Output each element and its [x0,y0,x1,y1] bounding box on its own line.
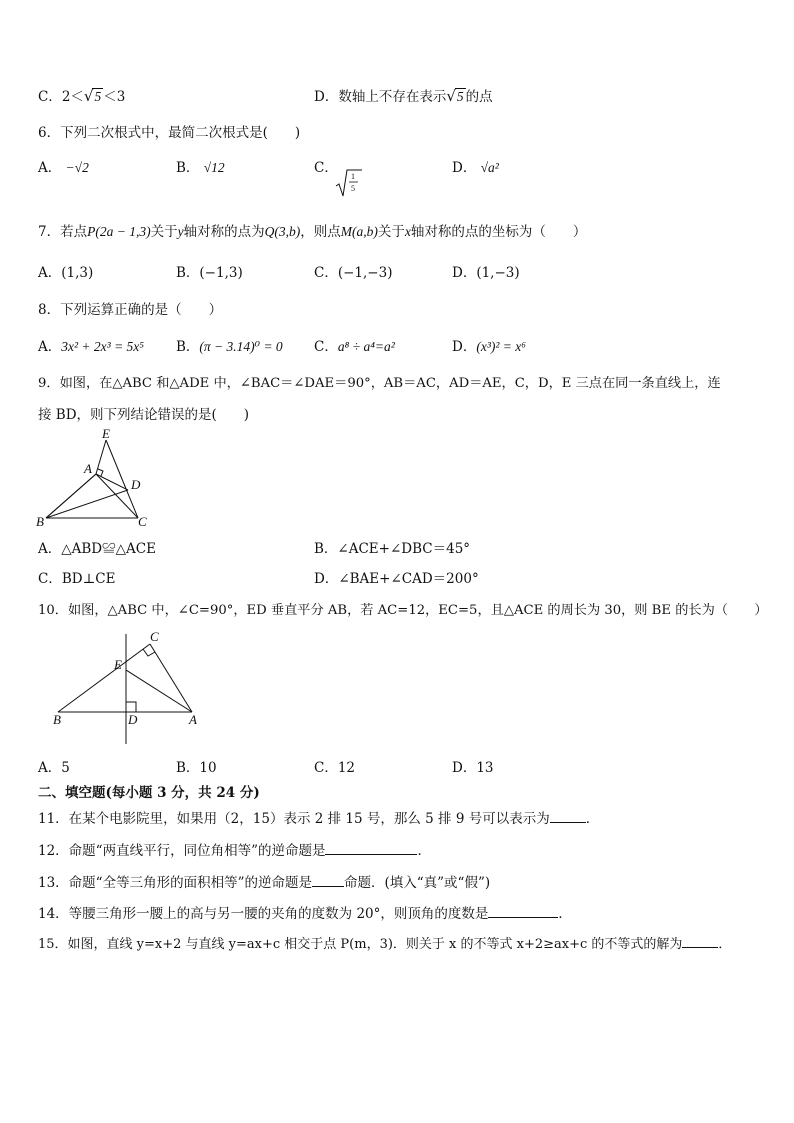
q14 [38,904,572,924]
q6-option-d [452,158,499,178]
q10-option-d: D．13 [452,760,494,776]
q13 [38,873,490,893]
q13-text: 13．命题“全等三角形的面积相等”的逆命题是 [38,875,312,891]
q9-figure [34,428,154,532]
q9-seg-bd [46,490,128,518]
q7-option-d: D．(1,−3) [452,265,520,281]
q8-option-d [452,337,526,357]
q8-option-d-label: D． [452,339,477,355]
q12-text: 12．命题“两直线平行，同位角相等”的逆命题是 [38,843,326,859]
q5-option-c [38,86,125,107]
q9-stem-line2: 接 BD，则下列结论错误的是( ) [38,407,250,423]
q10-option-b: B．10 [176,760,217,776]
q5-option-d-tail: 的点 [465,89,493,105]
q8-option-d-expr: (x³)² = x⁶ [476,339,526,354]
q6-option-d-expr: √a² [480,160,499,175]
q7-text-1: 7．若点 [38,224,88,240]
q15-answer-blank[interactable] [682,935,718,948]
q6-option-a-expr: −√2 [65,160,89,175]
q6-option-a-label: A． [38,160,62,176]
q15-text: 15．如图，直线 y=x+2 与直线 y=ax+c 相交于点 P(m，3)．则关于 x 的不等式 x+2≥ax+c 的不等式的解为 [38,937,683,952]
q6-c-num: 1 [351,172,355,181]
q7-text-3: 轴对称的点为 [183,224,265,240]
q8-option-a-expr: 3x² + 2x³ = 5x⁵ [61,339,144,354]
section-heading-fill-in: 二、填空题(每小题 3 分，共 24 分) [38,785,260,801]
q6-option-c-fraction [334,168,364,198]
q9-option-b: B．∠ACE+∠DBC＝45° [314,541,471,557]
q9-stem-line1: 9．如图，在△ABC 和△ADE 中，∠BAC＝∠DAE＝90°，AB＝AC，AD＝AE，C，D，E 三点在同一条直线上，连 [38,376,721,391]
q10-figure [50,632,210,748]
q7-option-a: A．(1,3) [38,265,94,281]
q7-point-m: M(a,b) [340,224,378,239]
q11-tail: ． [585,811,600,827]
q10-option-c: C．12 [314,760,356,776]
q6-c-den: 5 [351,184,355,193]
q5-option-d-radicand: 5 [456,89,464,104]
q13-answer-blank[interactable] [312,874,344,887]
q6-option-b-expr: √12 [203,160,225,175]
q10-stem: 10．如图，△ABC 中，∠C=90°，ED 垂直平分 AB，若 AC=12，EC=5，且△ACE 的周长为 30，则 BE 的长为（ ） [38,603,768,618]
q8-option-b-label: B． [176,339,200,355]
q8-option-c [314,337,395,357]
q10-label-a: A [189,712,197,727]
q7-stem [38,222,586,242]
q6-stem: 6．下列二次根式中，最简二次根式是( ) [38,125,301,141]
q8-option-b-expr: (π − 3.14)⁰ = 0 [199,339,283,354]
q10-seg-ca [150,644,192,712]
q9-label-d: D [131,477,141,492]
q7-option-c: C．(−1,−3) [314,265,393,281]
q6-option-b-label: B． [176,160,200,176]
q7-var-y: y [177,224,184,239]
q5-option-c-label: C．2＜ [38,89,84,105]
q10-label-b: B [53,712,61,727]
q7-point-p: P(2a − 1,3) [87,224,151,239]
q9-label-b: B [36,514,44,529]
q7-text-6: 轴对称的点的坐标为（ ） [410,224,587,240]
q9-option-c: C．BD⊥CE [38,571,116,587]
q7-text-4: ，则点 [300,224,341,240]
q10-right-angle-d [126,702,136,712]
q12 [38,841,431,861]
q8-stem: 8．下列运算正确的是（ ） [38,302,223,318]
q13-tail: 命题．(填入“真”或“假”) [343,875,491,891]
q6-option-d-label: D． [452,160,477,176]
fraction-sqrt-graphic [334,168,364,198]
q5-option-d [314,86,493,107]
q7-text-5: 关于 [377,224,405,240]
q9-option-d: D．∠BAE+∠CAD＝200° [314,571,479,587]
q9-label-a: A [84,461,92,476]
q7-text-2: 关于 [150,224,178,240]
q7-option-b: B．(−1,3) [176,265,243,281]
q5-option-c-tail: ＜3 [103,89,126,105]
q8-option-a-label: A． [38,339,62,355]
q15 [38,935,731,955]
q11 [38,809,599,829]
q9-label-e: E [102,428,110,441]
q6-option-a [38,158,89,178]
q14-tail: ． [558,906,572,922]
q10-option-a: A．5 [38,760,70,776]
q10-label-e: E [114,657,122,672]
q8-option-c-expr: a⁸ ÷ a⁴=a² [337,339,395,354]
q15-tail: ． [718,937,732,952]
q6-option-c-label: C． [314,160,338,176]
sqrt-symbol: √ [83,87,94,105]
q14-answer-blank[interactable] [488,905,558,918]
q5-option-c-radicand: 5 [94,89,102,104]
q9-label-c: C [138,514,147,529]
q14-text: 14．等腰三角形一腰上的高与另一腰的夹角的度数为 20°，则顶角的度数是 [38,906,489,922]
q9-option-a: A．△ABD≌△ACE [38,541,156,557]
q5-option-d-label: D．数轴上不存在表示 [314,89,447,105]
sqrt-symbol: √ [446,87,456,105]
q12-tail: ． [417,843,431,859]
q6-option-b [176,158,225,178]
q8-option-a [38,337,144,357]
q8-option-b [176,337,283,357]
q8-option-c-label: C． [314,339,338,355]
q7-point-q: Q(3,b) [264,224,301,239]
q10-label-d: D [128,712,138,727]
q7-var-x: x [404,224,411,239]
q10-label-c: C [150,632,159,644]
q11-answer-blank[interactable] [550,810,586,823]
q12-answer-blank[interactable] [325,842,417,855]
q11-text: 11．在某个电影院里，如果用（2，15）表示 2 排 15 号，那么 5 排 9 号可以表示为 [38,811,550,827]
